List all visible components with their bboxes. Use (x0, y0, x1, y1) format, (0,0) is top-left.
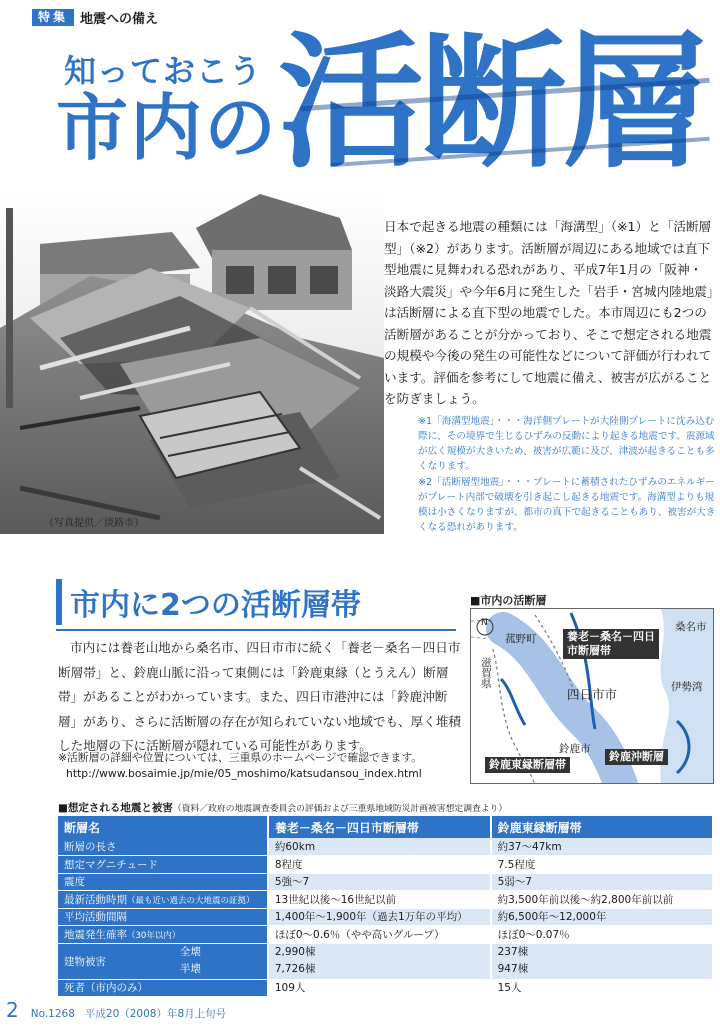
note-kaiko: ※1「海溝型地震」・・・海洋側プレートが大陸側プレートに沈み込む際に、その境界で生じるひずみの反動により起きる地震です。震源域が広く規模が大きいため、被害が広範に及び、津波が起きることも多くなります。 (418, 416, 715, 472)
cell-suzuka: 約3,500年前以後～約2,800年前以前 (491, 891, 713, 909)
headline-sub: 知っておこう (64, 52, 263, 90)
note-katsudanso: ※2「活断層型地震」・・・プレートに蓄積されたひずみのエネルギーがプレート内部で破壊を引き起こし起きる地震です。海溝型よりも規模は小さくなりますが、都市の真下で起きることもあり、被害が大きくなる恐れがあります。 (418, 477, 716, 533)
cell-suzuka: ほぼ0～0.07％ (491, 926, 713, 944)
fault-map (470, 608, 714, 784)
header-suzuka-fault: 鈴鹿東縁断層帯 (491, 816, 713, 838)
row-label: 断層の長さ (58, 838, 268, 856)
feature-tag: 特集 (32, 9, 74, 26)
sub-label-hankai: 半壊 (179, 963, 201, 975)
cell-suzuka: 15人 (491, 979, 713, 997)
earthquake-damage-table (58, 816, 714, 997)
table-row (58, 979, 713, 997)
table-row-damage (58, 943, 713, 979)
section-heading-bar (56, 579, 62, 625)
cell-suzuka (491, 943, 713, 979)
sub-label-zenkai: 全壊 (179, 945, 201, 958)
header-fault-name: 断層名 (58, 816, 268, 838)
value-hankai: 7,726棟 (274, 963, 316, 975)
callout-suzuka-toen-fault: 鈴鹿東縁断層帯 (485, 757, 570, 773)
row-label-main: 最新活動時期 (64, 893, 127, 906)
row-label-note: （最も近い過去の大地震の証拠） (127, 895, 255, 906)
table-caption (58, 800, 507, 815)
map-label-komono: 菰野町 (505, 633, 537, 645)
row-label-main: 地震発生確率 (64, 928, 127, 941)
cell-suzuka: 約6,500年～12,000年 (491, 908, 713, 926)
row-label (58, 926, 268, 944)
headline-char-2: 断 (420, 18, 562, 188)
north-arrow-label: N (481, 618, 488, 628)
row-label: 死者（市内のみ） (58, 979, 268, 997)
value-zenkai: 2,990棟 (274, 945, 316, 958)
callout-yoro-fault: 養老－桑名－四日市断層帯 (563, 629, 659, 659)
table-row (58, 908, 713, 926)
table-row (58, 856, 713, 874)
cell-yoro: 1,400年～1,900年（過去1万年の平均） (268, 908, 491, 926)
cell-yoro: 109人 (268, 979, 491, 997)
section-rule (56, 629, 456, 631)
page-number: 2 (6, 998, 19, 1022)
table-row (58, 926, 713, 944)
map-label-shiga: 滋賀県 (480, 657, 492, 689)
cell-yoro: 8程度 (268, 856, 491, 874)
photo-credit: （写真提供／淡路市） (44, 518, 144, 529)
earthquake-damage-photo (0, 188, 384, 534)
damage-values-suzuka (498, 944, 706, 979)
row-label (58, 943, 268, 979)
header-yoro-fault: 養老－桑名－四日市断層帯 (268, 816, 491, 838)
map-label-kuwana: 桑名市 (675, 621, 707, 633)
row-label: 想定マグニチュード (58, 856, 268, 874)
table-source: （資料／政府の地震調査委員会の評価および三重県地域防災計画被害想定調査より） (172, 804, 508, 814)
page-footer (6, 998, 226, 1022)
damage-values-yoro (275, 944, 484, 979)
row-label (58, 891, 268, 909)
section-body: 市内には養老山地から桑名市、四日市市に続く「養老－桑名－四日市断層帯」と、鈴鹿山脈に沿って東側には「鈴鹿東縁（とうえん）断層帯」があることがわかっています。また、四日市港沖には「鈴鹿沖断層」があり、さらに活断層の存在が知られていない地域でも、厚く堆積した地層の下に活断層が隠れている可能性があります。 (58, 640, 461, 753)
intro-paragraph: 日本で起きる地震の種類には「海溝型」（※1）と「活断層型」（※2）があります。活断層が周辺にある地域では直下型地震に見舞われる恐れがあり、平成7年1月の「阪神・淡路大震災」や今年6月に発生した「岩手・宮城内陸地震」は活断層による直下型の地震でした。本市周辺にも2つの活断層があることが分かっており、そこで想定される地震の規模や今後の発生の可能性などについて評価が行われています。評価を参考にして地震に備え、被害が広がることを防ぎましょう。 (384, 219, 714, 406)
map-label-suzuka: 鈴鹿市 (559, 743, 591, 755)
cell-suzuka: 約37～47km (491, 838, 713, 856)
map-label-isewan: 伊勢湾 (671, 681, 703, 693)
row-label-main: 建物被害 (64, 955, 106, 968)
headline-char-1: 活 (278, 18, 420, 188)
damage-sub-labels (180, 944, 201, 979)
value-zenkai: 237棟 (497, 945, 529, 958)
table-caption-title: ■想定される地震と被害 (58, 802, 173, 814)
cell-yoro: 5強～7 (268, 873, 491, 891)
headline-main: 市内の (56, 86, 279, 170)
detail-url-link[interactable]: http://www.bosaimie.jp/mie/05_moshimo/katsudansou_index.html (66, 767, 422, 780)
detail-note (58, 750, 468, 782)
table-row (58, 891, 713, 909)
row-label: 平均活動間隔 (58, 908, 268, 926)
cell-yoro: ほぼ0～0.6％（やや高いグループ） (268, 926, 491, 944)
callout-suzuka-oki-fault: 鈴鹿沖断層 (605, 749, 668, 765)
cell-yoro (268, 943, 491, 979)
map-label-yokkaichi: 四日市市 (567, 687, 618, 702)
table-row (58, 838, 713, 856)
cell-suzuka: 5弱～7 (491, 873, 713, 891)
section-heading (56, 578, 361, 626)
issue-number: No.1268 (30, 1008, 75, 1020)
row-label-note: （30年以内） (127, 930, 181, 941)
feature-header (32, 8, 158, 26)
table-header-row (58, 816, 713, 838)
cell-yoro: 約60km (268, 838, 491, 856)
damage-label-group (64, 944, 261, 979)
feature-section-title: 地震への備え (80, 11, 159, 27)
cell-suzuka: 7.5程度 (491, 856, 713, 874)
headline-char-3: 層 (562, 18, 704, 188)
cell-yoro: 13世紀以後～16世紀以前 (268, 891, 491, 909)
intro-notes (418, 414, 718, 536)
row-label: 震度 (58, 873, 268, 891)
map-caption: ■市内の活断層 (470, 594, 547, 607)
table-row (58, 873, 713, 891)
detail-note-text: ※活断層の詳細や位置については、三重県のホームページで確認できます。 (58, 751, 423, 764)
collapsed-house-image (0, 188, 384, 534)
issue-date: 平成20（2008）年8月上旬号 (84, 1008, 227, 1020)
value-hankai: 947棟 (497, 963, 529, 975)
section-title: 市内に2つの活断層帯 (70, 588, 361, 623)
